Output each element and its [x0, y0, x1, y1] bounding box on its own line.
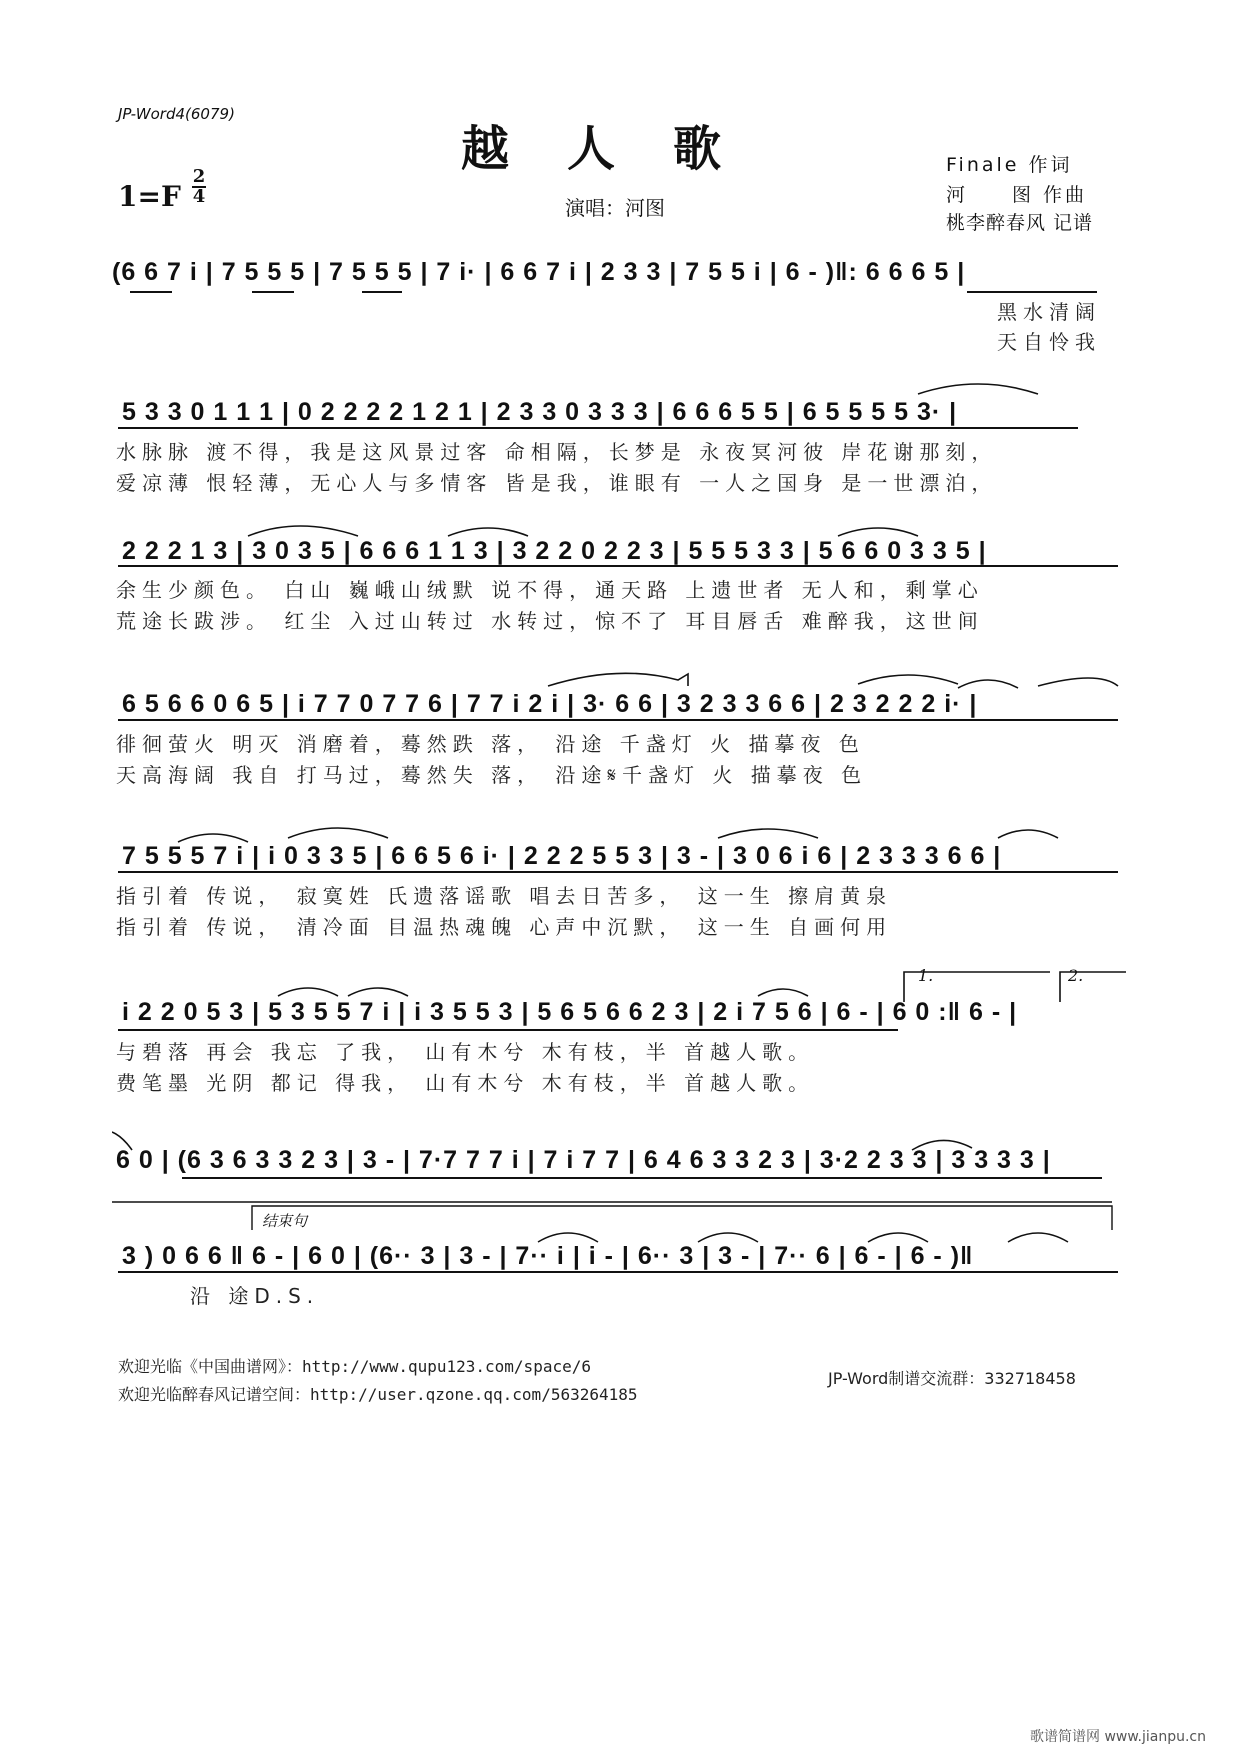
row-6-lyrics-verse-2: 费笔墨 光阴 都记 得我， 山有木兮 木有枝，半 首越人歌。: [116, 1071, 815, 1095]
row-8-slurs: [118, 1212, 1128, 1276]
volta-1-label: 1.: [918, 966, 934, 985]
row-3-lyrics-verse-1: 余生少颜色。 白山 巍峨山绒默 说不得，通天路 上遗世者 无人和，剩掌心: [116, 578, 984, 602]
transcriber: 桃李醉春风 记谱: [946, 212, 1094, 234]
watermark: 歌谱简谱网 www.jianpu.cn: [1030, 1729, 1206, 1745]
row-2-lyrics-verse-1: 水脉脉 渡不得，我是这风景过客 命相隔，长梦是 永夜冥河彼 岸花谢那刻，: [116, 440, 998, 464]
footer-link-qupu[interactable]: 欢迎光临《中国曲谱网》：http://www.qupu123.com/space/6: [118, 1357, 591, 1376]
row-1-lyrics-verse-2: 天自怜我: [997, 330, 1101, 354]
time-sig-top: 2: [192, 166, 206, 187]
footer-group: JP-Word制谱交流群：332718458: [828, 1369, 1076, 1388]
singer: 演唱：河图: [565, 196, 665, 220]
row-6-slurs: [118, 970, 918, 1034]
time-sig-bottom: 4: [192, 186, 206, 207]
row-1-lyrics-verse-1: 黑水清阔: [997, 300, 1101, 324]
coda-label: 结束句: [262, 1212, 308, 1230]
row-4-lyrics-verse-2: 天高海阔 我自 打马过，蓦然失 落， 沿途𝄋千盏灯 火 描摹夜 色: [116, 763, 868, 787]
score-row-1-notes: (6 6 7 i | 7 5 5 5 | 7 5 5 5 | 7 i· | 6 6 7 i | 2 3 3 | 7 5 5 i | 6 - )‖: 6 6 6 5 |: [112, 258, 966, 286]
row-3-slurs: [118, 512, 1128, 572]
source-tag: JP-Word4(6079): [118, 105, 235, 123]
row-3-lyrics-verse-2: 荒途长跋涉。 红尘 入过山转过 水转过，惊不了 耳目唇舌 难醉我，这世间: [116, 609, 984, 633]
time-signature: [192, 168, 206, 206]
row-8-lyrics: 沿 途D.S.: [190, 1284, 320, 1308]
row-1-underlines: [112, 290, 1122, 296]
score-row-4-notes: 6 5 6 6 0 6 5 | i 7 7 0 7 7 6 | 7 7 i 2 i | 3· 6 6 | 3 2 3 3 6 6 | 2 3 2 2 2 i· |: [122, 690, 978, 718]
lyricist: Finale 作词: [946, 154, 1073, 176]
score-row-8-notes: 3 ) 0 6 6 ‖ 6 - | 6 0 | (6·· 3 | 3 - | 7·· i | i - | 6·· 3 | 3 - | 7·· 6 | 6 - | 6 - )‖: [122, 1242, 974, 1270]
row-4-lyrics-verse-1: 徘徊萤火 明灭 消磨着，蓦然跌 落， 沿途 千盏灯 火 描摹夜 色: [116, 732, 865, 756]
score-row-7-notes: 6 0 | (6 3 6 3 3 2 3 | 3 - | 7·7 7 7 i | 7 i 7 7 | 6 4 6 3 3 2 3 | 3·2 2 3 3 | 3 3 3 3 |: [116, 1146, 1051, 1174]
row-4-slurs: [118, 662, 1128, 726]
composer: 河 图 作曲: [946, 184, 1088, 206]
score-row-2-notes: 5 3 3 0 1 1 1 | 0 2 2 2 2 1 2 1 | 2 3 3 0 3 3 3 | 6 6 6 5 5 | 6 5 5 5 5 3· |: [122, 398, 958, 426]
row-5-lyrics-verse-1: 指引着 传说， 寂寞姓 氏遗落谣歌 唱去日苦多， 这一生 擦肩黄泉: [116, 884, 893, 908]
row-5-slurs: [118, 812, 1128, 878]
score-row-5-notes: 7 5 5 5 7 i | i 0 3 3 5 | 6 6 5 6 i· | 2 2 2 5 5 3 | 3 - | 3 0 6 i 6 | 2 3 3 3 6 6 |: [122, 842, 1002, 870]
row-2-slurs: [118, 374, 1128, 434]
key-signature: 1=F: [118, 180, 181, 213]
footer-link-qzone[interactable]: 欢迎光临醉春风记谱空间：http://user.qzone.qq.com/563264185: [118, 1385, 638, 1404]
score-row-6-notes: i 2 2 0 5 3 | 5 3 5 5 7 i | i 3 5 5 3 | 5 6 5 6 6 2 3 | 2 i 7 5 6 | 6 - | 6 0 :‖ 6 - |: [122, 998, 1018, 1026]
row-6-lyrics-verse-1: 与碧落 再会 我忘 了我， 山有木兮 木有枝，半 首越人歌。: [116, 1040, 815, 1064]
volta-2-label: 2.: [1068, 966, 1084, 985]
row-7-slurs: [112, 1120, 1122, 1182]
row-2-lyrics-verse-2: 爱凉薄 恨轻薄，无心人与多情客 皆是我，谁眼有 一人之国身 是一世漂泊，: [116, 471, 998, 495]
song-title: 越人歌: [460, 121, 779, 177]
score-row-3-notes: 2 2 2 1 3 | 3 0 3 5 | 6 6 6 1 1 3 | 3 2 2 0 2 2 3 | 5 5 5 3 3 | 5 6 6 0 3 3 5 |: [122, 537, 987, 565]
row-5-lyrics-verse-2: 指引着 传说， 清冷面 目温热魂魄 心声中沉默， 这一生 自画何用: [116, 915, 893, 939]
